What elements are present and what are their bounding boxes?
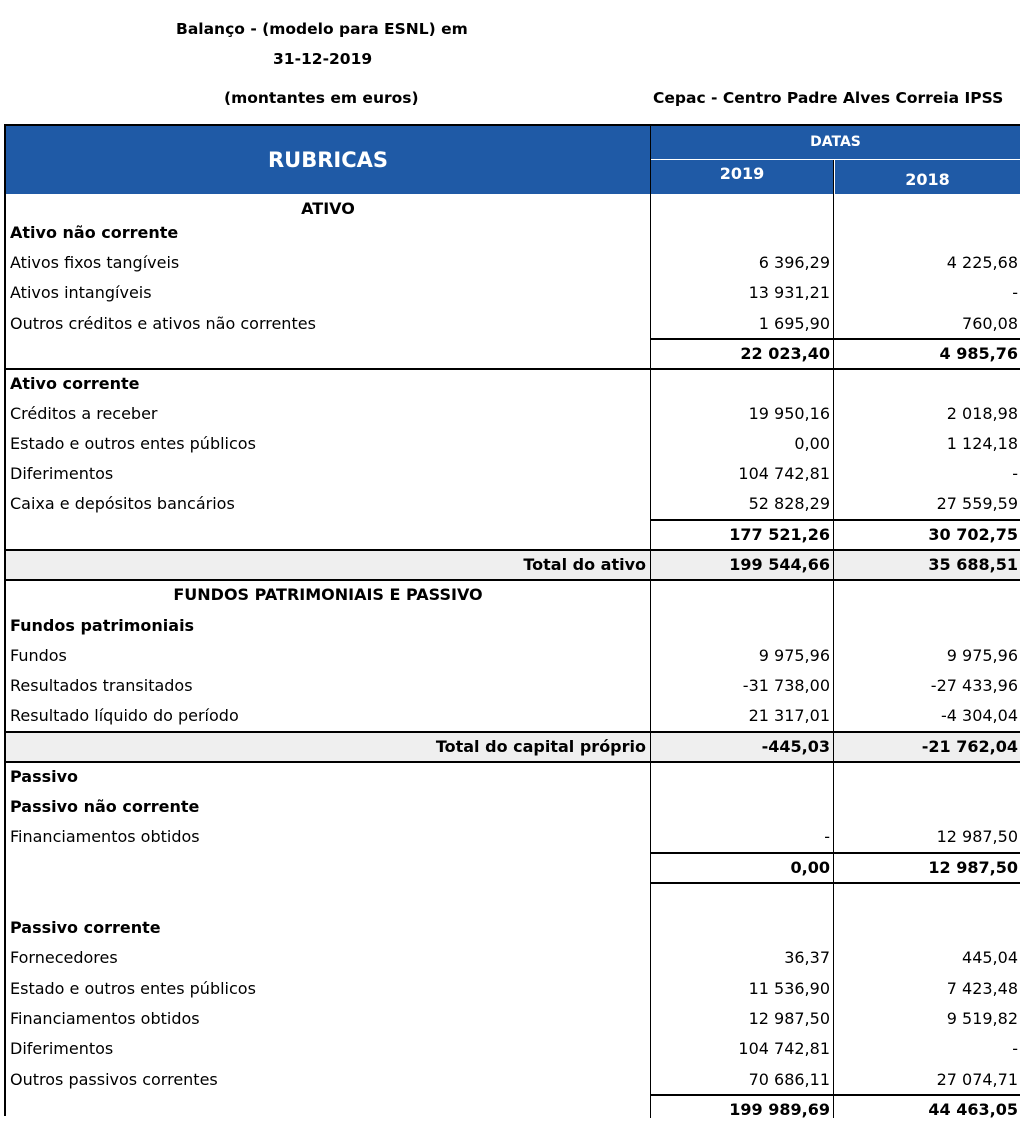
group-title: Fundos patrimoniais xyxy=(10,616,195,635)
value-2018: - xyxy=(1012,283,1018,302)
value-2019: - xyxy=(824,827,830,846)
group-title: Ativo corrente xyxy=(10,374,140,393)
value-2019: 21 317,01 xyxy=(748,706,830,725)
value-2018: 27 559,59 xyxy=(936,494,1018,513)
subtotal-row xyxy=(6,853,1020,883)
datas-header: DATAS xyxy=(810,134,861,150)
table-row xyxy=(6,278,1020,308)
subtotal-rule xyxy=(651,852,1020,854)
row-label: Diferimentos xyxy=(10,1039,114,1058)
report-date: 31-12-2019 xyxy=(273,50,373,68)
value-2019: 52 828,29 xyxy=(748,494,830,513)
subtotal-row xyxy=(6,520,1020,550)
total-2018: -21 762,04 xyxy=(921,737,1018,756)
subtotal-rule xyxy=(651,519,1020,521)
value-2019: 11 536,90 xyxy=(748,979,830,998)
section-rule xyxy=(6,549,1020,551)
value-2018: -27 433,96 xyxy=(930,676,1018,695)
value-2019: 1 695,90 xyxy=(758,314,830,333)
value-2019: 13 931,21 xyxy=(748,283,830,302)
currency-note: (montantes em euros) xyxy=(224,89,419,107)
value-2018: 2 018,98 xyxy=(946,404,1018,423)
value-2018: - xyxy=(1012,1039,1018,1058)
value-2018: 9 519,82 xyxy=(946,1009,1018,1028)
table-row xyxy=(6,792,1020,822)
total-2019: -445,03 xyxy=(761,737,830,756)
subtotal-2018: 4 985,76 xyxy=(939,344,1018,363)
table-row xyxy=(6,822,1020,852)
row-label: Outros créditos e ativos não correntes xyxy=(10,314,316,333)
group-title: Ativo não corrente xyxy=(10,223,179,242)
table-row xyxy=(6,459,1020,489)
row-label: Estado e outros entes públicos xyxy=(10,979,256,998)
table-row xyxy=(6,580,1020,610)
subtotal-2018: 30 702,75 xyxy=(928,525,1018,544)
total-label: Total do ativo xyxy=(523,555,646,574)
table-row xyxy=(6,611,1020,641)
year-2018-header: 2018 xyxy=(905,170,950,189)
value-2019: 104 742,81 xyxy=(738,1039,830,1058)
value-2019: 0,00 xyxy=(794,434,830,453)
total-2018: 35 688,51 xyxy=(928,555,1018,574)
value-2019: -31 738,00 xyxy=(742,676,830,695)
row-label: Créditos a receber xyxy=(10,404,158,423)
balance-sheet-table xyxy=(4,124,1020,1119)
row-label: Fornecedores xyxy=(10,948,118,967)
table-row xyxy=(6,762,1020,792)
table-row xyxy=(6,1034,1020,1064)
total-2019: 199 544,66 xyxy=(729,555,830,574)
row-label: Fundos xyxy=(10,646,67,665)
total-row xyxy=(6,550,1020,580)
rubricas-header: RUBRICAS xyxy=(267,148,388,172)
value-2018: 1 124,18 xyxy=(946,434,1018,453)
section-title-fundos-passivo: FUNDOS PATRIMONIAIS E PASSIVO xyxy=(173,585,483,604)
header-divider xyxy=(651,159,1020,160)
value-2019: 12 987,50 xyxy=(748,1009,830,1028)
row-label: Outros passivos correntes xyxy=(10,1070,218,1089)
subtotal-2018: 12 987,50 xyxy=(928,858,1018,877)
row-label: Resultados transitados xyxy=(10,676,193,695)
value-2019: 70 686,11 xyxy=(748,1070,830,1089)
table-row xyxy=(6,671,1020,701)
table-row xyxy=(6,913,1020,943)
subtotal-row xyxy=(6,339,1020,369)
table-row xyxy=(6,309,1020,339)
table-row xyxy=(6,943,1020,973)
table-header xyxy=(6,126,1020,194)
subtotal-rule xyxy=(651,882,1020,884)
value-2019: 9 975,96 xyxy=(758,646,830,665)
value-2018: 9 975,96 xyxy=(946,646,1018,665)
value-2018: -4 304,04 xyxy=(940,706,1018,725)
total-row xyxy=(6,732,1020,762)
table-row xyxy=(6,974,1020,1004)
table-row xyxy=(6,248,1020,278)
row-label: Estado e outros entes públicos xyxy=(10,434,256,453)
table-row xyxy=(6,1065,1020,1095)
row-label: Resultado líquido do período xyxy=(10,706,239,725)
value-2019: 6 396,29 xyxy=(758,253,830,272)
section-title-ativo: ATIVO xyxy=(301,199,355,218)
total-label: Total do capital próprio xyxy=(435,737,646,756)
group-title: Passivo xyxy=(10,767,79,786)
table-row xyxy=(6,399,1020,429)
subtotal-rule xyxy=(651,338,1020,340)
table-row xyxy=(6,1004,1020,1034)
column-divider xyxy=(833,160,834,1118)
value-2018: - xyxy=(1012,464,1018,483)
value-2019: 19 950,16 xyxy=(748,404,830,423)
row-label: Financiamentos obtidos xyxy=(10,1009,200,1028)
value-2018: 4 225,68 xyxy=(946,253,1018,272)
row-label: Caixa e depósitos bancários xyxy=(10,494,235,513)
subtotal-row xyxy=(6,1095,1020,1125)
row-label: Diferimentos xyxy=(10,464,114,483)
value-2019: 104 742,81 xyxy=(738,464,830,483)
group-title: Passivo não corrente xyxy=(10,797,200,816)
subtotal-2019: 22 023,40 xyxy=(740,344,830,363)
column-divider xyxy=(650,126,651,1118)
row-label: Ativos fixos tangíveis xyxy=(10,253,180,272)
year-2019-header: 2019 xyxy=(719,164,765,183)
report-title: Balanço - (modelo para ESNL) em xyxy=(176,20,468,38)
value-2018: 27 074,71 xyxy=(936,1070,1018,1089)
table-row xyxy=(6,701,1020,731)
section-rule xyxy=(6,579,1020,581)
value-2018: 12 987,50 xyxy=(936,827,1018,846)
section-rule xyxy=(6,761,1020,763)
value-2018: 445,04 xyxy=(962,948,1018,967)
row-label: Financiamentos obtidos xyxy=(10,827,200,846)
subtotal-2019: 0,00 xyxy=(790,858,830,877)
value-2018: 760,08 xyxy=(962,314,1018,333)
table-row xyxy=(6,218,1020,248)
subtotal-2019: 199 989,69 xyxy=(729,1100,830,1119)
section-rule xyxy=(6,731,1020,733)
section-rule xyxy=(6,368,1020,370)
table-row xyxy=(6,641,1020,671)
value-2018: 7 423,48 xyxy=(946,979,1018,998)
group-title: Passivo corrente xyxy=(10,918,161,937)
subtotal-rule xyxy=(651,1094,1020,1096)
subtotal-2018: 44 463,05 xyxy=(928,1100,1018,1119)
table-row xyxy=(6,369,1020,399)
table-row xyxy=(6,429,1020,459)
table-row xyxy=(6,489,1020,519)
entity-name: Cepac - Centro Padre Alves Correia IPSS xyxy=(653,89,1004,107)
row-label: Ativos intangíveis xyxy=(10,283,152,302)
value-2019: 36,37 xyxy=(784,948,830,967)
subtotal-2019: 177 521,26 xyxy=(729,525,830,544)
